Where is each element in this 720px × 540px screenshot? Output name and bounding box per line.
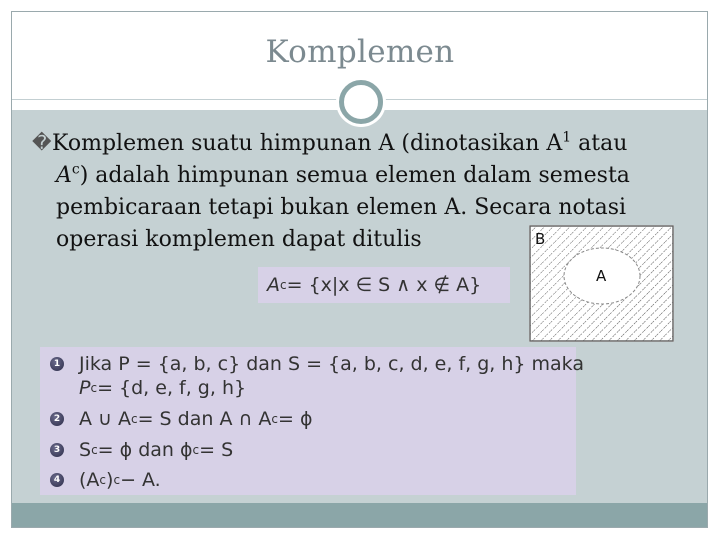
para-line-2-var: A <box>56 163 72 188</box>
para-sup-2: c <box>71 161 80 178</box>
para-sup-1: 1 <box>562 129 572 146</box>
formula-rest: = {x|x ∈ S ∧ x ∉ A} <box>286 274 482 296</box>
list-item-3-mid: = ϕ dan ϕ <box>97 439 193 461</box>
list-item-2-post: = ϕ <box>278 408 313 430</box>
para-line-4: operasi komplemen dapat ditulis <box>56 227 422 252</box>
para-line-1 <box>32 127 692 160</box>
complement-formula: A c = {x|x ∈ S ∧ x ∉ A} <box>258 267 510 303</box>
list-item-1-var: P <box>79 377 91 399</box>
venn-label-a: A <box>596 267 607 285</box>
list-item: 4 (A c ) c − A. <box>50 469 161 491</box>
bottom-bar <box>12 503 707 527</box>
list-item-4-post: − A. <box>120 469 161 491</box>
list-item-1-line-1: Jika P = {a, b, c} dan S = {a, b, c, d, e, f, g, h} maka <box>79 353 584 375</box>
list-item-2-mid: = S dan A ∩ A <box>137 408 272 430</box>
list-item-2-pre: A ∪ A <box>79 408 131 430</box>
list-item-3-post: = S <box>199 439 234 461</box>
list-item: 2 A ∪ A c = S dan A ∩ A c = ϕ <box>50 408 313 430</box>
list-item-continuation: P c = {d, e, f, g, h} <box>79 377 247 399</box>
properties-list <box>40 347 584 495</box>
list-number-4: 4 <box>50 473 64 487</box>
para-line-2 <box>32 160 692 192</box>
list-number-1: 1 <box>50 357 64 371</box>
para-line-3: pembicaraan tetapi bukan elemen A. Secara notasi <box>56 195 627 220</box>
para-line-1-end: atau <box>571 131 628 156</box>
para-line-2-text: ) adalah himpunan semua elemen dalam semesta <box>79 163 630 188</box>
ring-ornament-icon <box>339 80 383 124</box>
list-number-3: 3 <box>50 443 64 457</box>
venn-label-b: B <box>535 230 546 248</box>
venn-diagram <box>529 225 674 342</box>
bullet-icon: � <box>32 132 52 154</box>
list-item <box>50 353 584 375</box>
formula-base: A <box>267 274 280 296</box>
list-item-1-line-2: = {d, e, f, g, h} <box>97 377 247 399</box>
slide-title: Komplemen <box>265 34 455 70</box>
list-item-4-pre: (A <box>79 469 100 491</box>
para-line-1-text: Komplemen suatu himpunan A (dinotasikan A <box>52 131 563 156</box>
list-item: 3 S c = ϕ dan ϕ c = S <box>50 439 233 461</box>
list-item-4-mid: ) <box>106 469 114 491</box>
list-item-3-pre: S <box>79 439 92 461</box>
list-number-2: 2 <box>50 412 64 426</box>
